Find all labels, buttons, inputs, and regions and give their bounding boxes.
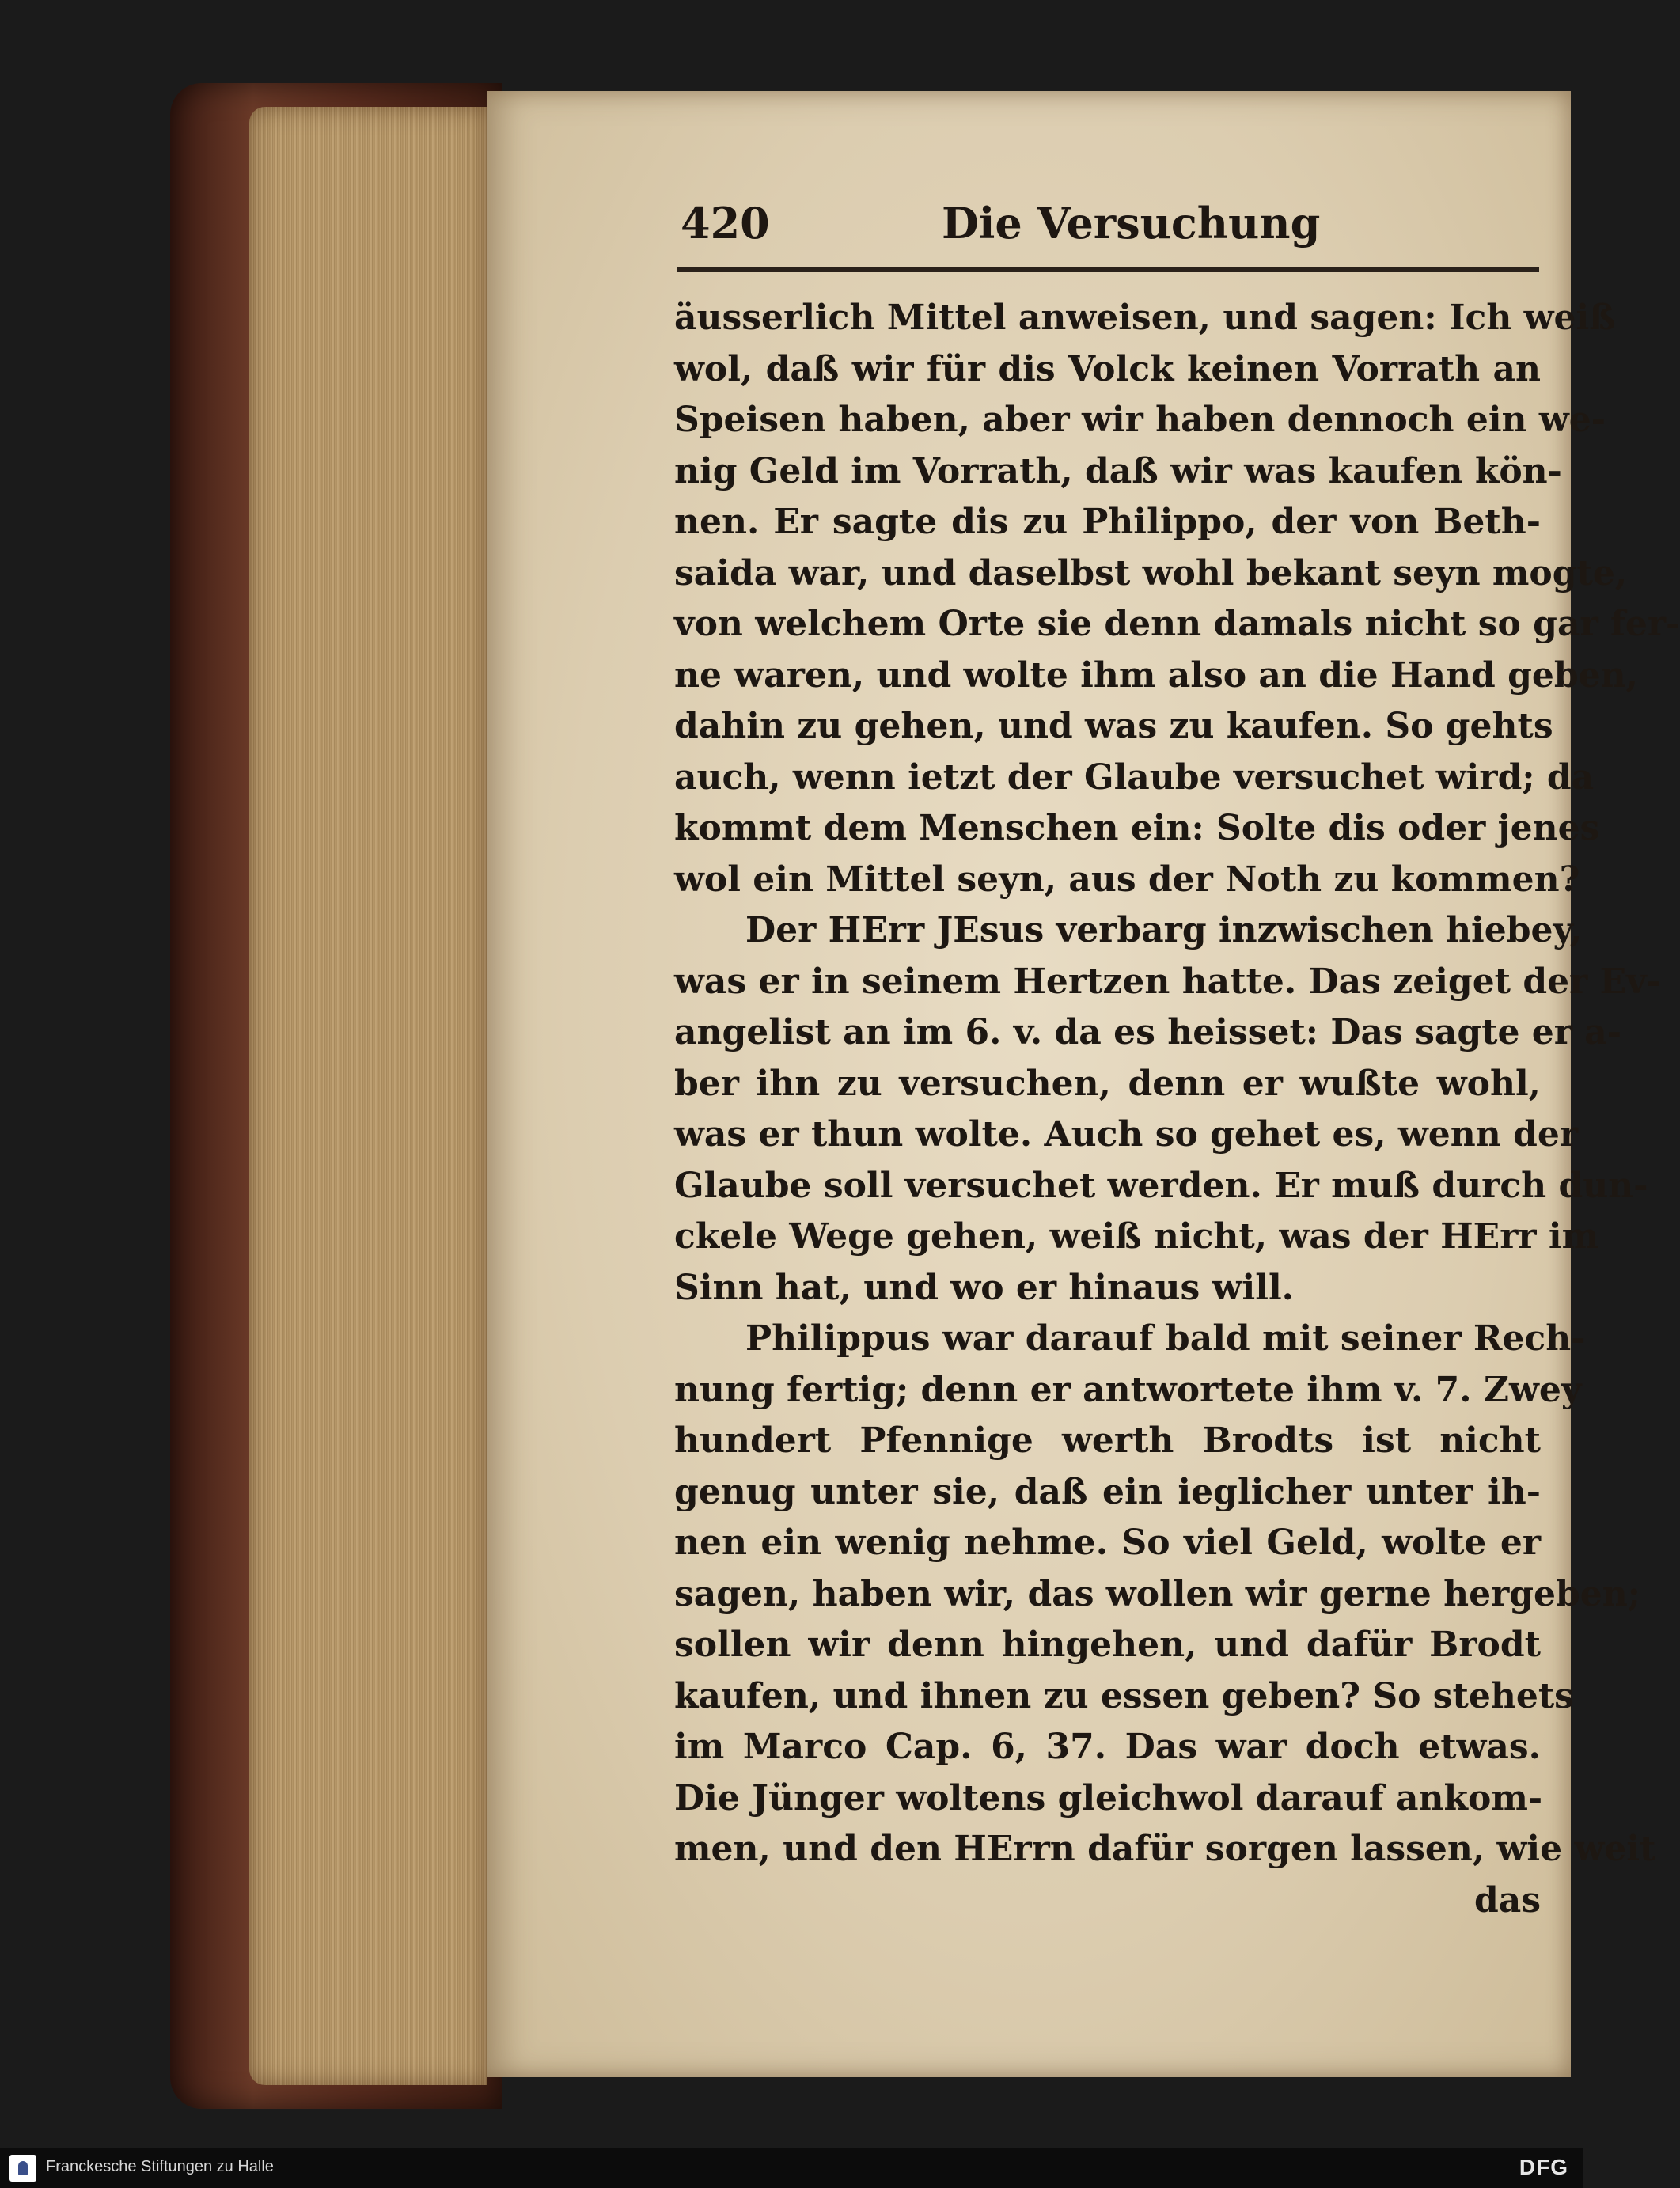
text-line: dahin zu gehen, und was zu kaufen. So gehts (674, 706, 1553, 746)
running-title: Die Versuchung (942, 198, 1321, 248)
dfg-logo[interactable]: DFG (1519, 2155, 1568, 2179)
text-line: ber ihn zu versuchen, denn er wußte wohl, (674, 1063, 1541, 1104)
text-line: genug unter sie, daß ein ieglicher unter ih- (674, 1471, 1541, 1512)
text-line: kaufen, und ihnen zu essen geben? So stehets (674, 1675, 1574, 1716)
text-line: wol ein Mittel seyn, aus der Noth zu kommen? (674, 859, 1580, 900)
text-line: nen ein wenig nehme. So viel Geld, wolte er (674, 1522, 1541, 1563)
page-header (681, 198, 1535, 261)
text-line: nig Geld im Vorrath, daß wir was kaufen kön- (674, 450, 1562, 491)
text-line: sollen wir denn hingehen, und dafür Brodt (674, 1625, 1541, 1665)
text-line: saida war, und daselbst wohl bekant seyn mogte, (674, 552, 1628, 593)
text-line: von welchem Orte sie denn damals nicht so gar fer- (674, 604, 1680, 644)
text-line: auch, wenn ietzt der Glaube versuchet wird; da (674, 757, 1595, 798)
header-rule (677, 267, 1539, 272)
text-line: Der HErr JEsus verbarg inzwischen hiebey, (745, 910, 1583, 950)
text-line: im Marco Cap. 6, 37. Das war doch etwas. (674, 1727, 1541, 1767)
body-text (674, 293, 1680, 1926)
text-line: angelist an im 6. v. da es heisset: Das sagte er a- (674, 1012, 1622, 1052)
text-line: sagen, haben wir, das wollen wir gerne hergeben; (674, 1573, 1641, 1614)
institution-logo-icon (9, 2155, 36, 2182)
text-line: kommt dem Menschen ein: Solte dis oder jenes (674, 808, 1600, 848)
text-line: nung fertig; denn er antwortete ihm v. 7. Zwey (674, 1369, 1582, 1410)
page-edges (249, 107, 487, 2085)
text-line: was er thun wolte. Auch so gehet es, wenn der (674, 1114, 1579, 1155)
text-line: ne waren, und wolte ihm also an die Hand geben, (674, 654, 1638, 696)
text-line: nen. Er sagte dis zu Philippo, der von Beth- (674, 502, 1541, 542)
page-number: 420 (681, 198, 770, 248)
text-line: hundert Pfennige werth Brodts ist nicht (674, 1420, 1541, 1461)
text-line: men, und den HErrn dafür sorgen lassen, wie weit (674, 1829, 1656, 1869)
text-line: äusserlich Mittel anweisen, und sagen: Ich weiß (674, 298, 1616, 338)
catchword: das (1473, 1879, 1541, 1921)
text-line: ckele Wege gehen, weiß nicht, was der HErr im (674, 1216, 1599, 1257)
text-line: Philippus war darauf bald mit seiner Rech- (745, 1318, 1586, 1359)
viewer-footer (0, 2148, 1583, 2188)
text-line: Die Jünger woltens gleichwol darauf ankom- (674, 1777, 1543, 1818)
text-line: Glaube soll versuchet werden. Er muß durch dun- (674, 1165, 1648, 1206)
text-line: Speisen haben, aber wir haben dennoch ein we- (674, 400, 1606, 440)
text-line: wol, daß wir für dis Volck keinen Vorrath an (674, 348, 1541, 389)
text-line: was er in seinem Hertzen hatte. Das zeiget der Ev- (674, 961, 1661, 1002)
footer-institution[interactable]: Franckesche Stiftungen zu Halle (46, 2158, 274, 2175)
text-line: Sinn hat, und wo er hinaus will. (674, 1267, 1294, 1308)
